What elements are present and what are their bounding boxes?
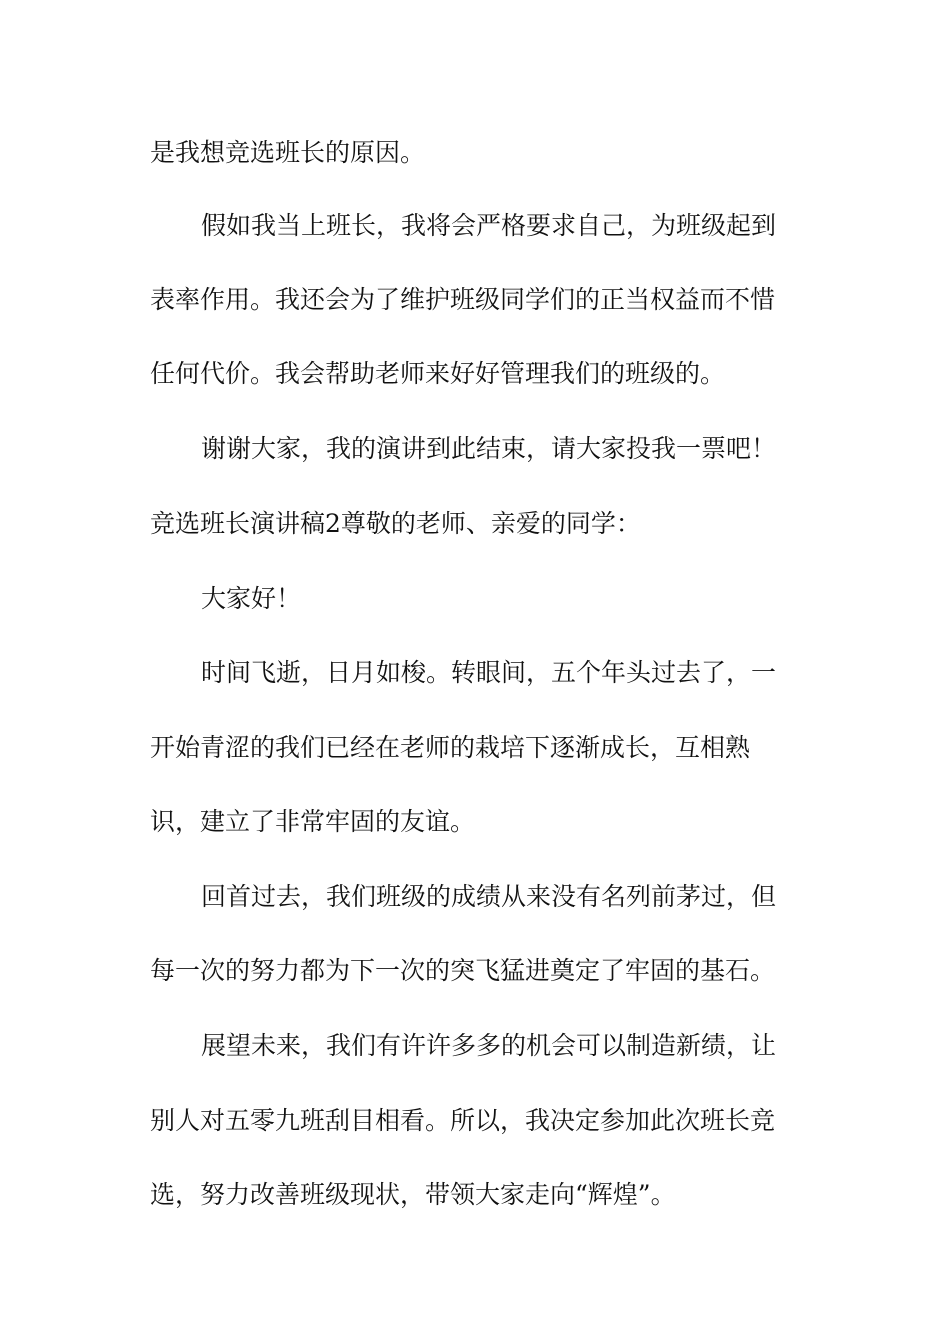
text-line-1: 是我想竞选班长的原因。 (150, 138, 426, 167)
text-line-11: 回首过去，我们班级的成绩从来没有名列前茅过，但 (201, 882, 777, 911)
text-line-6: 竞选班长演讲稿2尊敬的老师、亲爱的同学： (150, 509, 641, 538)
text-line-12: 每一次的努力都为下一次的突飞猛进奠定了牢固的基石。 (150, 956, 776, 985)
text-line-9: 开始青涩的我们已经在老师的栽培下逐渐成长，互相熟 (150, 733, 751, 762)
text-line-2: 假如我当上班长，我将会严格要求自己，为班级起到 (201, 211, 777, 240)
text-line-7: 大家好！ (201, 584, 302, 613)
text-line-14: 别人对五零九班刮目相看。所以，我决定参加此次班长竞 (150, 1106, 776, 1135)
text-line-10: 识，建立了非常牢固的友谊。 (150, 807, 476, 836)
text-line-13: 展望未来，我们有许许多多的机会可以制造新绩，让 (201, 1031, 777, 1060)
text-line-3: 表率作用。我还会为了维护班级同学们的正当权益而不惜 (150, 285, 776, 314)
text-line-5: 谢谢大家，我的演讲到此结束，请大家投我一票吧！ (201, 434, 777, 463)
text-line-8: 时间飞逝，日月如梭。转眼间，五个年头过去了，一 (201, 658, 777, 687)
text-line-15: 选，努力改善班级现状，带领大家走向“辉煌”。 (150, 1180, 676, 1209)
text-line-4: 任何代价。我会帮助老师来好好管理我们的班级的。 (150, 359, 726, 388)
